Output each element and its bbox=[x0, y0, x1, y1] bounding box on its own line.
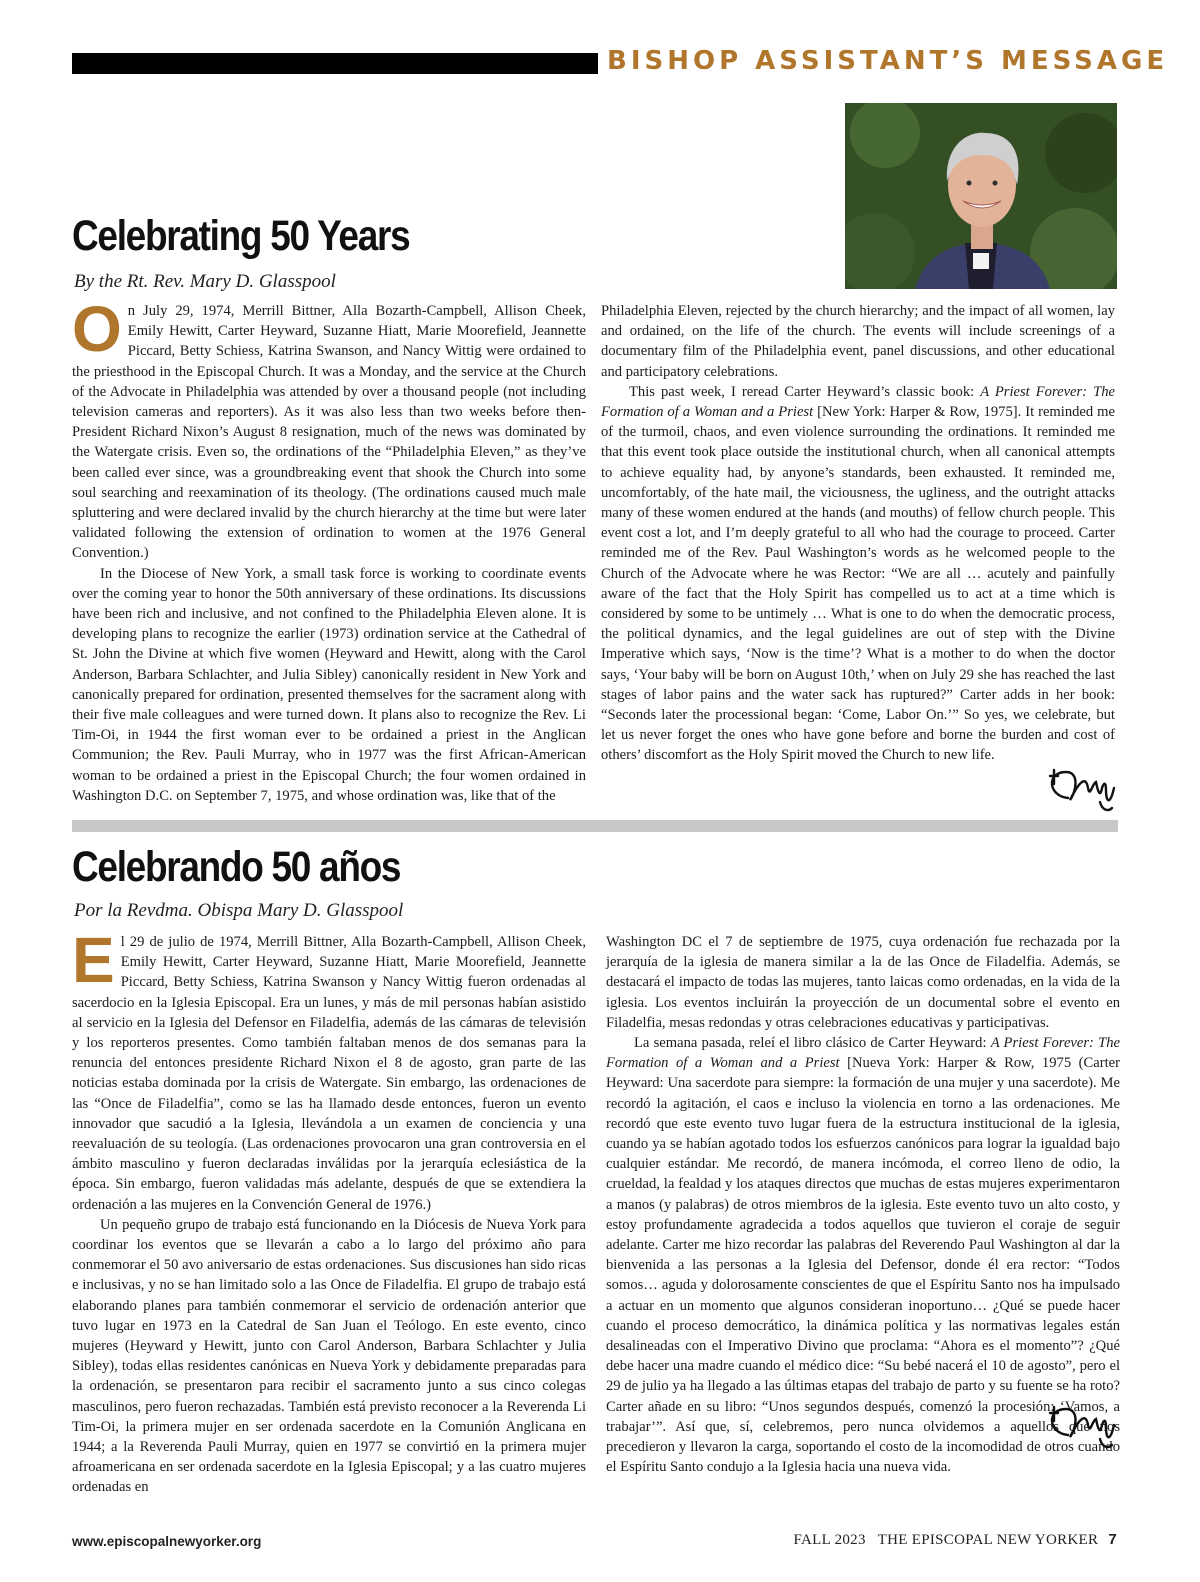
dropcap-english: O bbox=[72, 293, 122, 365]
signature-english bbox=[1040, 758, 1118, 818]
book-title-spanish: A Priest Forever: The Formation of a Woman and a Priest bbox=[606, 1035, 1120, 1072]
book-title-english: A Priest Forever: The Formation of a Woman and a Priest bbox=[601, 383, 1115, 421]
footer-website-link[interactable]: www.episcopalnewyorker.org bbox=[72, 1534, 262, 1549]
footer-issue-label: FALL 2023 THE EPISCOPAL NEW YORKER bbox=[793, 1532, 1099, 1548]
footer-issue-info bbox=[793, 1531, 1117, 1549]
article-title-spanish: Celebrando 50 años bbox=[72, 843, 401, 891]
header-black-bar bbox=[72, 53, 598, 74]
article-title-english: Celebrating 50 Years bbox=[72, 212, 410, 260]
english-paragraph-4: This past week, I reread Carter Heyward’s classic book: A Priest Forever: The Formation of a Woman and a Priest [New York: Harper & Row, 1975]. It reminded me of the turmoil, chaos, and even violence surrounding the ordinations. It reminded me that this event took place outside the institutional church, when all canonical attempts to achieve equality had, by anyone’s standards, been exhausted. It reminded me, uncomfortably, of the hate mail, the viciousness, the ugliness, and the outright attacks many of these women endured at the hands (and mouths) of fellow church people. This event cost a lot, and I’m deeply grateful to all who had the courage to proceed. Carter reminded me of the Rev. Paul Washington’s words as he welcomed people to the Church of the Advocate where he was Rector: “We are all … acutely and painfully aware of the fact that the Holy Spirit has compelled us to act at a time which is considered by some to be untimely … What is one to do when the democratic process, the political dynamics, and the legal guidelines are out of step with the Divine Imperative which says, ‘Now is the time’? What is a mother to do when the doctor says, ‘Your baby will be born on August 10th,’ when on July 29 she has reached the last stages of labor pains and the water sack has ruptured?” Carter adds in her book: “Seconds later the processional began: ‘Come, Labor On.’” So yes, we celebrate, but let us never forget the ones who have gone before and borne the burden and cost of others’ discomfort as the Holy Spirit moved the Church to new life. bbox=[601, 383, 1116, 764]
signature-spanish bbox=[1040, 1395, 1118, 1455]
english-paragraph-2: In the Diocese of New York, a small task force is working to coordinate events over the coming year to honor the 50th anniversary of these ordinations. Its discussions have been rich and inclusive, and not confined to the Philadelphia Eleven alone. It is developing plans to recognize the earlier (1973) ordination service at the Cathedral of St. John the Divine at which five women (Heyward and Hewitt, along with the Carol Anderson, Barbara Schlachter, and Julia Sibley) canonically resident in New York and canonically prepared for ordination, presented themselves for the sacrament along with their five male colleagues and were turned down. It plans also to recognize the Rev. Li Tim-Oi, in 1944 the first woman ever to be ordained a priest in the Anglican Communion; the Rev. Pauli Murray, who in 1977 was the first African-American woman to be ordained a priest in the Episcopal Church; the four women ordained in Washington D.C. on September 7, 1975, and whose ordination was, like that of the bbox=[72, 565, 586, 804]
spanish-column-left bbox=[72, 924, 586, 1498]
page-number: 7 bbox=[1108, 1531, 1117, 1548]
spanish-paragraph-2: Un pequeño grupo de trabajo está funcionando en la Diócesis de Nueva York para coordinar los eventos que se llevarán a cabo a lo largo del próximo año para conmemorar el 50 avo aniversario de estas ordenaciones. Sus discusiones han sido ricas e inclusivas, y no se han limitado solo a las Once de Filadelfia. El grupo de trabajo está elaborando planes para también conmemorar el servicio de ordenación anterior que tuvo lugar en 1973 en la Catedral de San Juan el Teólogo. En este evento, cinco mujeres (Heyward y Hewitt, junto con Carol Anderson, Barbara Schlachter y Julia Sibley), todas ellas residentes canónicas en Nueva York y debidamente preparadas para la ordenación, se presentaron para recibir el sacramento junto a sus cinco colegas masculinos, pero fueron rechazadas. También está previsto reconocer a la Reverenda Li Tim-Oi, la primera mujer en ser ordenada sacerdote en la Comunión Anglicana en 1944; a la Reverenda Pauli Murray, quien en 1977 se convirtió en la primera mujer afroamericana en ser ordenada sacerdote en la Iglesia Episcopal; y a las cuatro mujeres ordenadas en bbox=[72, 1216, 586, 1496]
portrait-illustration bbox=[845, 103, 1117, 289]
section-divider bbox=[72, 820, 1118, 832]
section-label: BISHOP ASSISTANT’S MESSAGE bbox=[607, 46, 1169, 76]
spanish-paragraph-1: El 29 de julio de 1974, Merrill Bittner, Alla Bozarth-Campbell, Allison Cheek, Emily Hewitt, Carter Heyward, Suzanne Hiatt, Marie Moorefield, Jeannette Piccard, Betty Schiess, Katrina Swanson y Nancy Wittig fueron ordenadas al sacerdocio en la Iglesia Episcopal. Era un lunes, y más de mil personas habían asistido al servicio en la Iglesia del Defensor en Filadelfia, además de las cámaras de televisión y los reporteros presentes. Como también faltaban menos de dos semanas para la renuncia del entonces presidente Richard Nixon el 8 de agosto, gran parte de las noticias estaba dominada por la crisis de Watergate. Sin embargo, las ordenaciones de las “Once de Filadelfia”, como se las ha llamado desde entonces, fueron un evento innovador que sacudió a la Iglesia, llevándola a un examen de conciencia y una reevaluación de su teología. (Las ordenaciones provocaron una gran controversia en el ámbito masculino y fueron declaradas inválidas por la jerarquía eclesiástica de la época. Sin embargo, fueron validadas más adelante, después de que se extendiera la ordenación a las mujeres en la Convención General de 1976.) bbox=[72, 924, 586, 1213]
english-paragraph-1: On July 29, 1974, Merrill Bittner, Alla Bozarth-Campbell, Allison Cheek, Emily Hewitt, Carter Heyward, Suzanne Hiatt, Marie Moorefield, Jeannette Piccard, Betty Schiess, Katrina Swanson, and Nancy Wittig were ordained to the priesthood in the Episcopal Church. It was a Monday, and the service at the Church of the Advocate in Philadelphia was attended by over a thousand people (not including television cameras and reporters). As it was also less than two weeks before then-President Richard Nixon’s August 8 resignation, much of the news was dominated by the Watergate crisis. Even so, the ordinations of the “Philadelphia Eleven,” as they’ve been called ever since, was a groundbreaking event that shook the Church into some soul searching and reexamination of its theology. (The ordinations caused much male spluttering and were declared invalid by the church hierarchy at the time but were later validated following the extension of ordination to women at the 1976 General Convention.) bbox=[72, 293, 586, 562]
byline-english: By the Rt. Rev. Mary D. Glasspool bbox=[74, 271, 336, 292]
author-portrait-photo bbox=[845, 103, 1117, 289]
english-paragraph-3: Philadelphia Eleven, rejected by the church hierarchy; and the impact of all women, lay and ordained, on the life of the church. The events will include screenings of a documentary film of the Philadelphia event, panel discussions, and other educational and participatory celebrations. bbox=[601, 303, 1115, 380]
english-column-right bbox=[601, 301, 1115, 766]
spanish-paragraph-4: La semana pasada, releí el libro clásico de Carter Heyward: A Priest Forever: The Formation of a Woman and a Priest [Nueva York: Harper & Row, 1975 (Carter Heyward: Una sacerdote para siempre: la formación de una mujer y una sacerdote). Me recordó la agitación, el caos e incluso la violencia en torno a las ordenaciones. Me recordó que este evento tuvo lugar fuera de la estructura institucional de la iglesia, cuando ya se habían agotado todos los esfuerzos canónicos para lograr la igualdad bajo cualquier estándar. Me recordó, de manera incómoda, el correo lleno de odio, la crueldad, la fealdad y los ataques directos que muchas de estas mujeres experimentaron a manos (y palabras) de otros miembros de la iglesia. Este evento tuvo un alto costo, y estoy profundamente agradecida a todos aquellos que tuvieron el coraje de seguir adelante. Carter me hizo recordar las palabras del Reverendo Paul Washington al dar la bienvenida a las personas a la Iglesia del Defensor, donde él era rector: “Todos somos… aguda y dolorosamente conscientes de que el Espíritu Santo nos ha impulsado a actuar en un momento que algunos consideran inoportuno… ¿Qué se puede hacer cuando el proceso democrático, la dinámica política y las normativas legales están desalineadas con el Imperativo Divino que proclama: “Ahora es el momento”? ¿Qué debe hacer una madre cuando el médico dice: “Su bebé nacerá el 10 de agosto”, pero el 29 de julio ya ha llegado a las últimas etapas del trabajo de parto y su fuente se ha roto? Carter añade en su libro: “Unos segundos después, comenzó la procesión: ‘Vamos, a trabajar’”. Así que, sí, celebremos, pero nunca olvidemos a aquellos que nos precedieron y llevaron la carga, soportando el costo de la incomodidad de otros cuando el Espíritu Santo condujo a la Iglesia hacia una nueva vida. bbox=[606, 1035, 1120, 1476]
byline-spanish: Por la Revdma. Obispa Mary D. Glasspool bbox=[74, 900, 404, 921]
dropcap-spanish: E bbox=[72, 924, 115, 996]
english-column-left bbox=[72, 293, 586, 806]
spanish-paragraph-3: Washington DC el 7 de septiembre de 1975, cuya ordenación fue rechazada por la jerarquía de la iglesia de manera similar a la de las Once de Filadelfia. Además, se destacará el impacto de todas las mujeres, tanto laicas como ordenadas, en la vida de la iglesia. Los eventos incluirán la proyección de un documental sobre el evento en Filadelfia, mesas redondas y otras celebraciones educativas y participativas. bbox=[606, 934, 1120, 1031]
